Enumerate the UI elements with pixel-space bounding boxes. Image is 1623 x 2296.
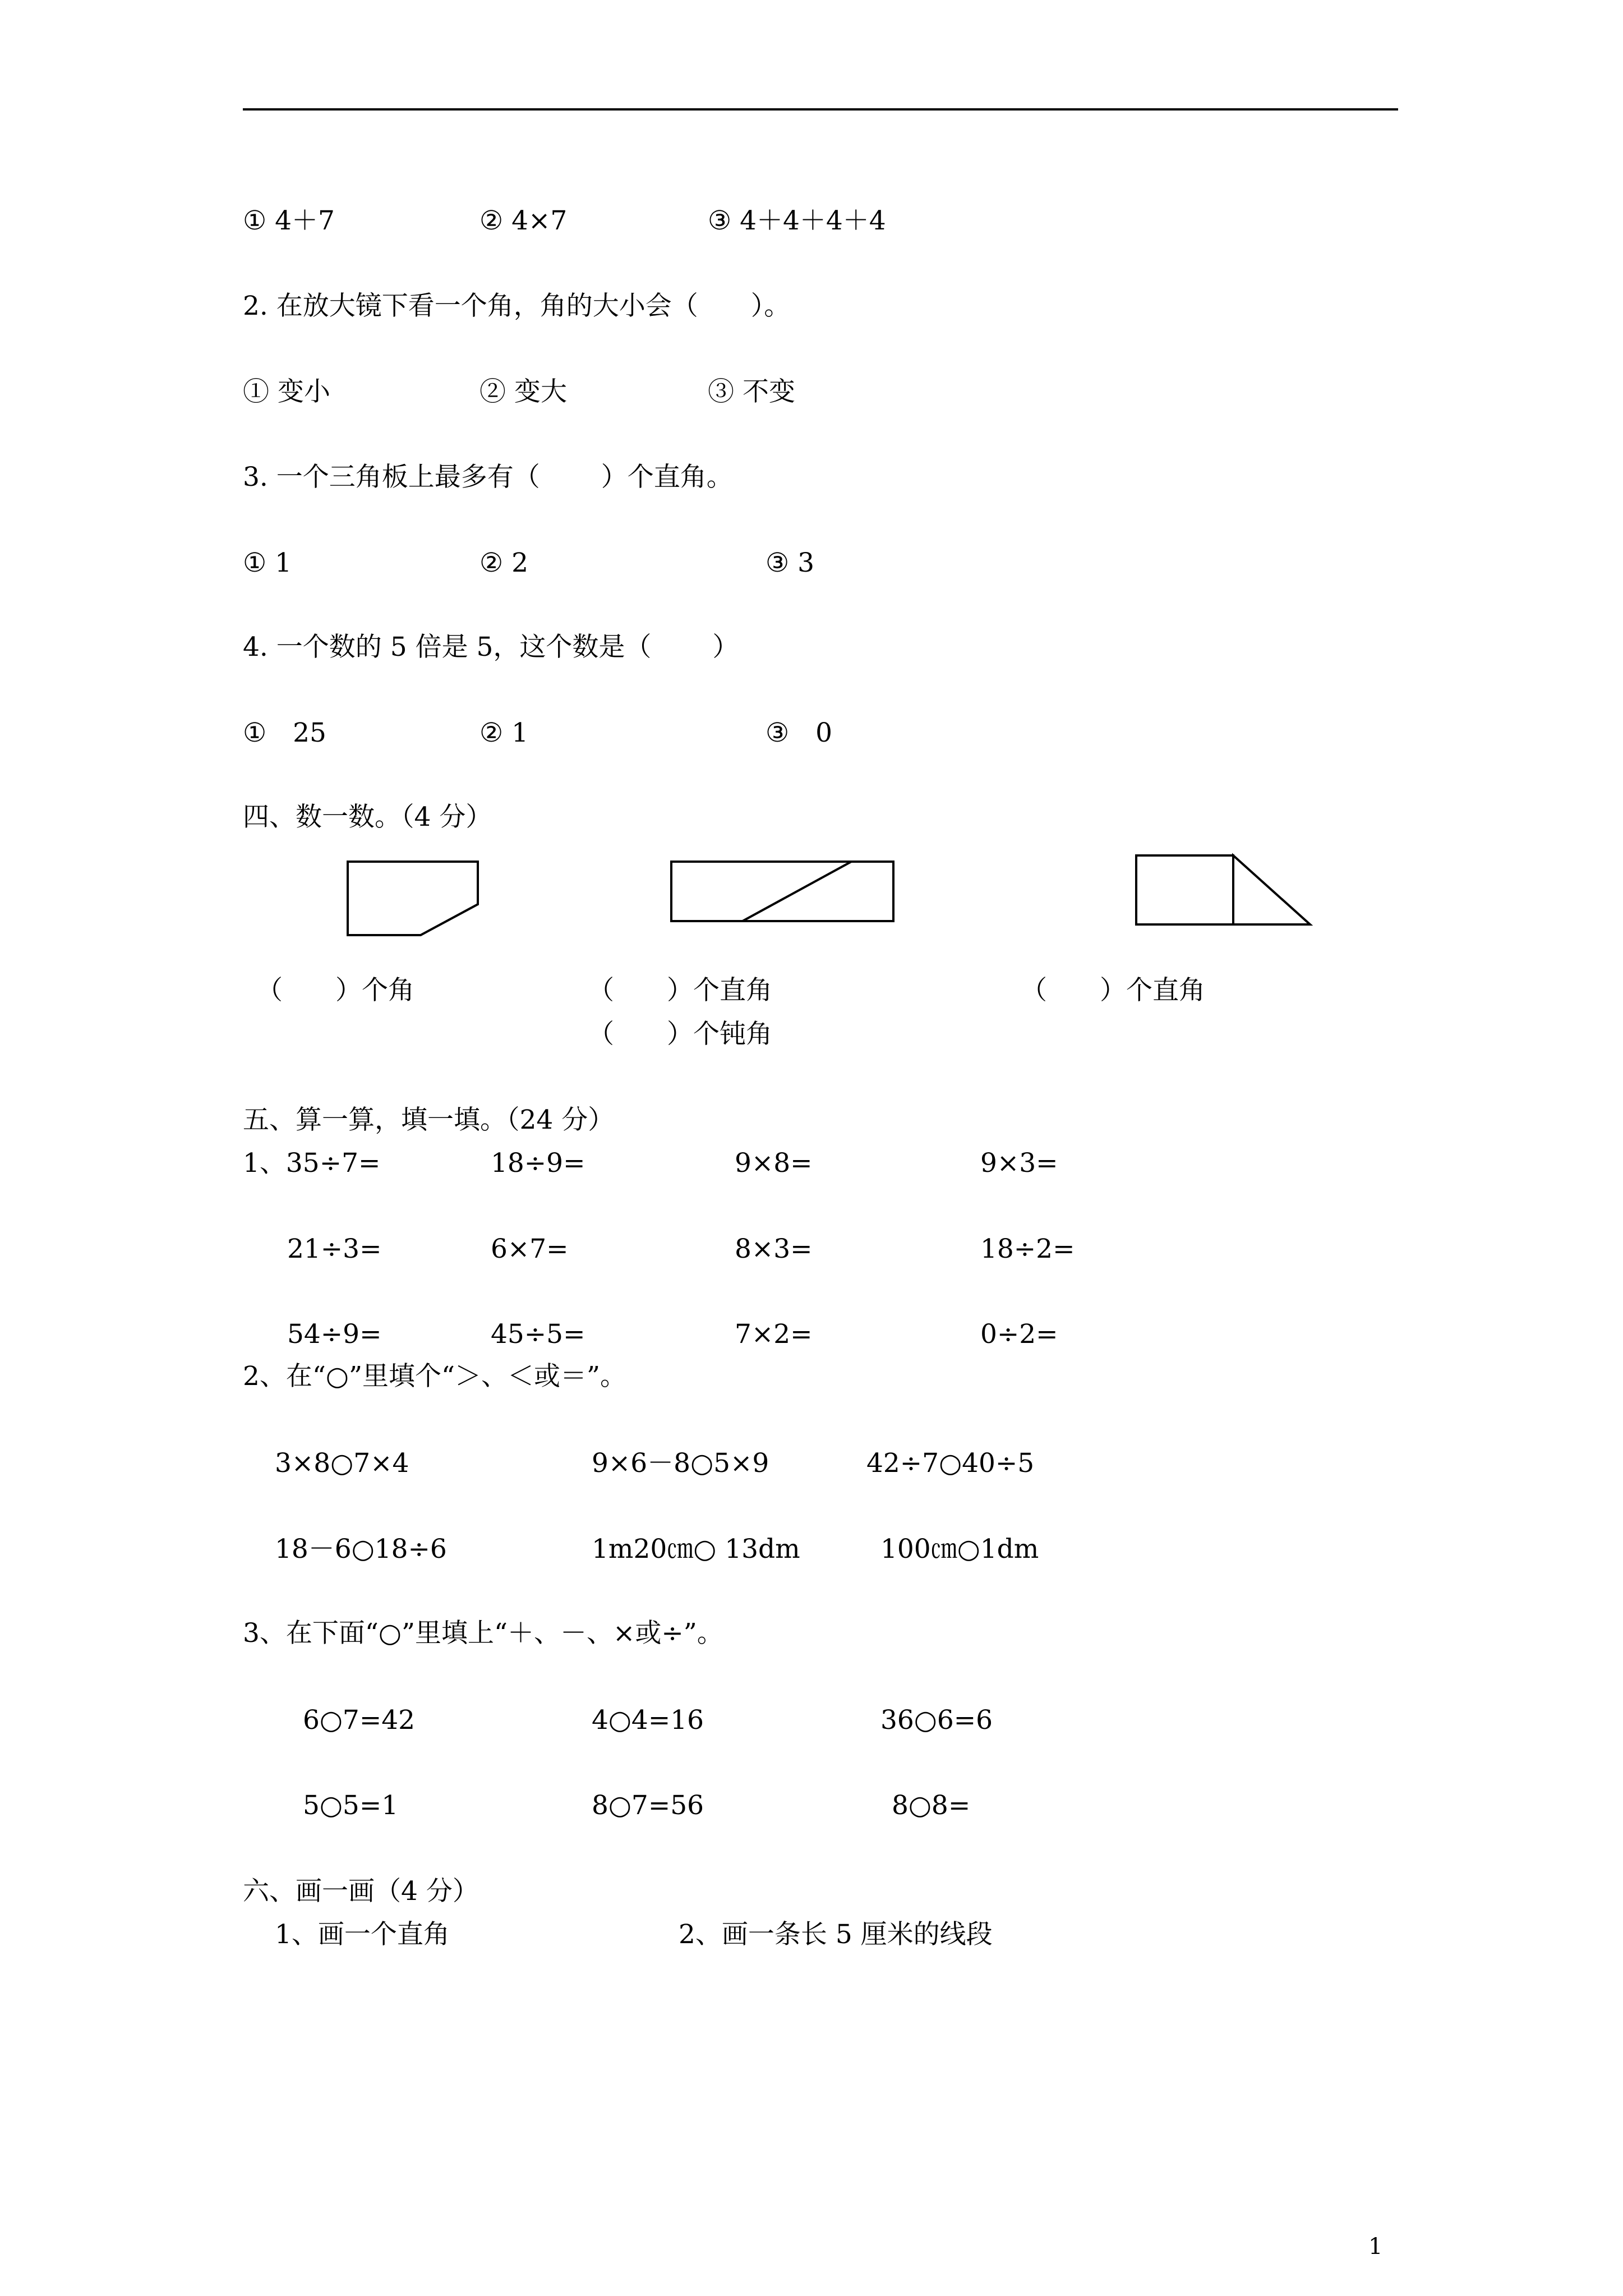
- q2-option-3: ③ 不变: [708, 376, 795, 407]
- q1-option-2: ② 4×7: [479, 205, 568, 236]
- operator-r2-c2: 8○7=56: [592, 1790, 704, 1821]
- q2-option-2: ② 变大: [479, 376, 567, 407]
- fig3-right-angle-count-label: （ ）个直角: [1021, 975, 1205, 1006]
- fig1-angle-count-label: （ ）个角: [256, 975, 414, 1006]
- draw-item-2: 2、画一条长 5 厘米的线段: [679, 1919, 993, 1950]
- compare-r1-c3: 42÷7○40÷5: [866, 1448, 1035, 1479]
- figure-cut-corner-shape: [348, 862, 478, 935]
- compare-r1-c2: 9×6－8○5×9: [592, 1448, 769, 1479]
- section-5-heading: 五、算一算，填一填。（24 分）: [243, 1105, 615, 1135]
- operator-r1-c2: 4○4=16: [592, 1705, 704, 1736]
- calc-r1-c2: 18÷9=: [491, 1148, 585, 1179]
- section-4-heading: 四、数一数。（4 分）: [243, 802, 492, 832]
- draw-item-1: 1、画一个直角: [275, 1919, 450, 1950]
- compare-stem: 2、在“○”里填个“＞、＜或＝”。: [243, 1361, 627, 1392]
- calc-r3-c4: 0÷2=: [980, 1319, 1058, 1350]
- q4-option-2: ② 1: [479, 717, 528, 748]
- calc-r2-c4: 18÷2=: [980, 1234, 1075, 1264]
- counting-figures: [0, 0, 1623, 954]
- page-number: 1: [1368, 2234, 1383, 2260]
- figure-triangle: [1233, 855, 1310, 924]
- figure-square: [1136, 855, 1233, 924]
- calc-r3-c2: 45÷5=: [491, 1319, 585, 1350]
- figure-rectangle-diagonal: [743, 862, 851, 921]
- q3-option-3: ③ 3: [766, 547, 814, 578]
- q2-stem: 2. 在放大镜下看一个角，角的大小会（ ）。: [243, 291, 791, 321]
- calc-r2-c3: 8×3=: [735, 1234, 813, 1264]
- compare-r1-c1: 3×8○7×4: [275, 1448, 409, 1479]
- operator-r1-c1: 6○7=42: [303, 1705, 416, 1736]
- section-6-heading: 六、画一画（4 分）: [243, 1876, 479, 1907]
- calc-r1-c1: 1、35÷7=: [243, 1148, 381, 1179]
- compare-r2-c2: 1m20㎝○ 13dm: [592, 1534, 800, 1565]
- calc-r2-c1: 21÷3=: [287, 1234, 382, 1264]
- calc-r3-c3: 7×2=: [735, 1319, 813, 1350]
- q3-option-2: ② 2: [479, 547, 528, 578]
- operator-stem: 3、在下面“○”里填上“＋、－、×或÷”。: [243, 1618, 723, 1649]
- q3-option-1: ① 1: [243, 547, 292, 578]
- q4-stem: 4. 一个数的 5 倍是 5，这个数是（ ）: [243, 632, 739, 662]
- calc-r2-c2: 6×7=: [491, 1234, 569, 1264]
- q4-option-3: ③ 0: [766, 717, 833, 748]
- q3-stem: 3. 一个三角板上最多有（ ）个直角。: [243, 462, 733, 493]
- q1-option-3: ③ 4＋4＋4＋4: [708, 205, 886, 236]
- q1-option-1: ① 4＋7: [243, 205, 335, 236]
- fig2-obtuse-angle-count-label: （ ）个钝角: [588, 1019, 772, 1050]
- operator-r1-c3: 36○6=6: [880, 1705, 993, 1736]
- fig2-right-angle-count-label: （ ）个直角: [588, 975, 772, 1006]
- operator-r2-c3: 8○8=: [892, 1790, 971, 1821]
- calc-r3-c1: 54÷9=: [287, 1319, 382, 1350]
- q2-option-1: ① 变小: [243, 376, 330, 407]
- compare-r2-c3: 100㎝○1dm: [880, 1534, 1039, 1565]
- compare-r2-c1: 18－6○18÷6: [275, 1534, 447, 1565]
- q4-option-1: ① 25: [243, 717, 326, 748]
- calc-r1-c4: 9×3=: [980, 1148, 1058, 1179]
- figure-rectangle: [671, 862, 893, 921]
- operator-r2-c1: 5○5=1: [303, 1790, 399, 1821]
- calc-r1-c3: 9×8=: [735, 1148, 813, 1179]
